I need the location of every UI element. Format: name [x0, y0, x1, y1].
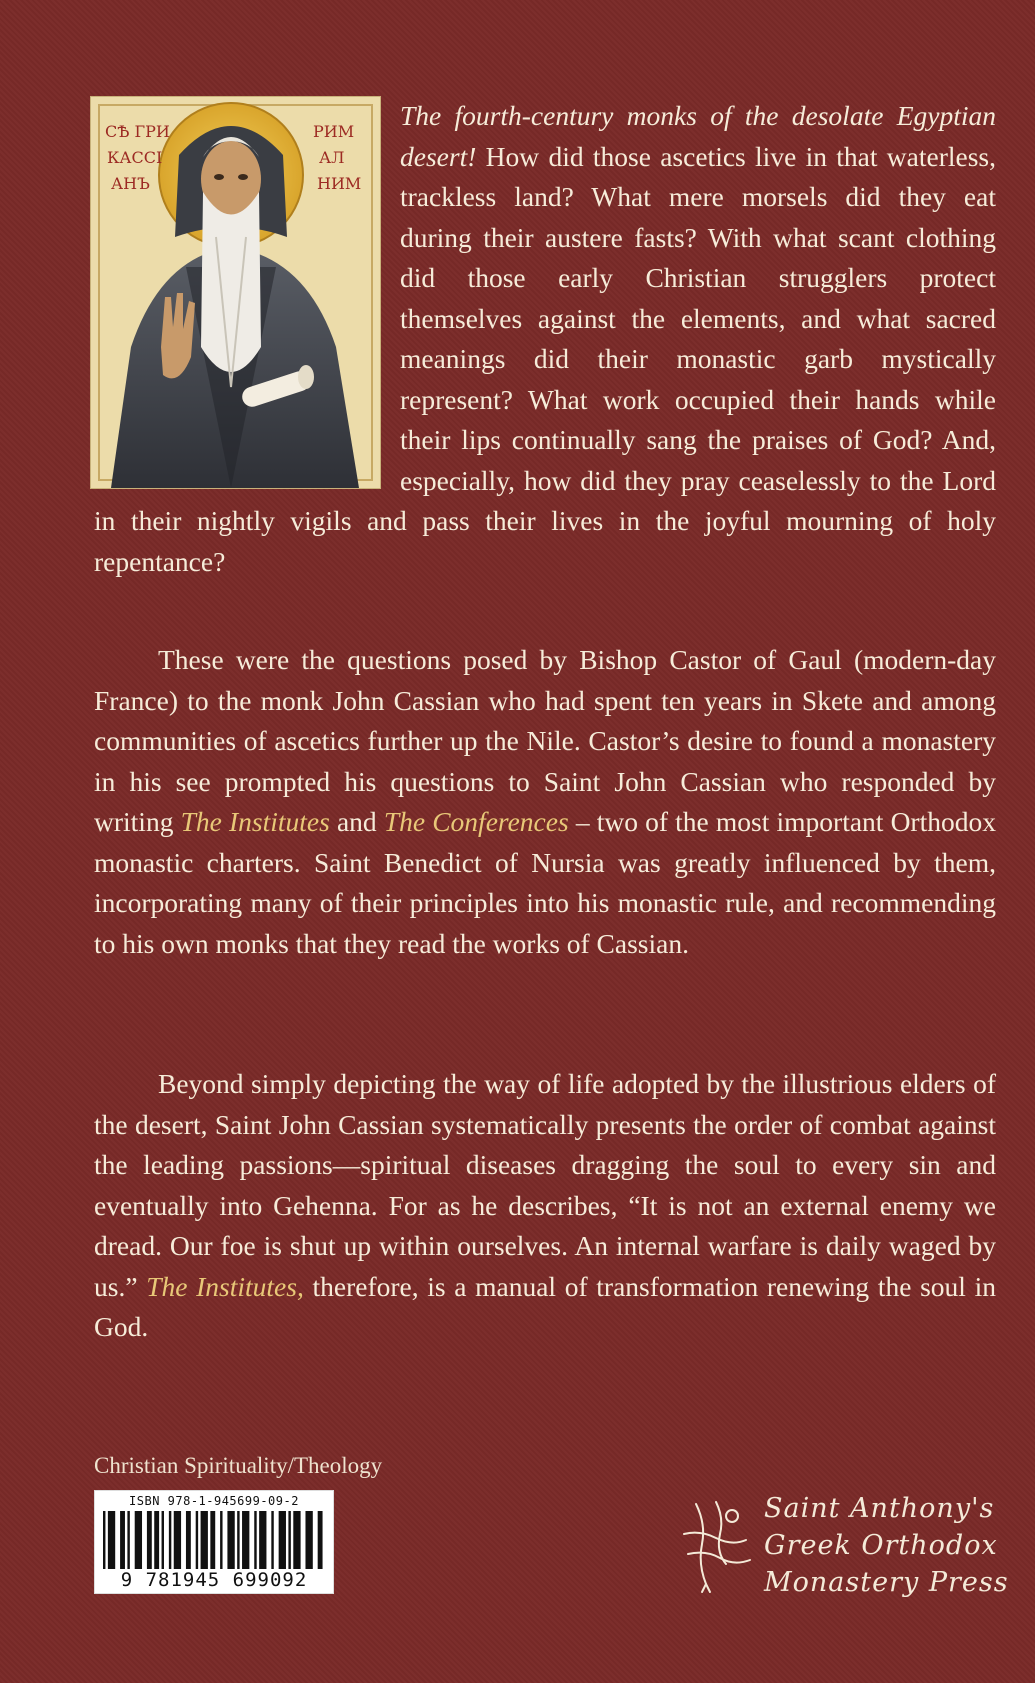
title-the-institutes: The Institutes	[180, 806, 330, 837]
paragraph-2-text-b: – two of the most important Orthodox monastic charters. Saint Benedict of Nursia was greatly influenced by them, incorporating many of their principles into his monastic rule, and recommending to his own monks that they read the works of Cassian.	[94, 806, 996, 959]
barcode-bar	[174, 1511, 181, 1569]
paragraph-2-text-a: These were the questions posed by Bishop Castor of Gaul (modern-day France) to the monk John Cassian who had spent ten years in Skete and among communities of ascetics further up the Nile. Castor’s desire to found a monastery in his see prompted his questions to Saint John Cassian who responded by writing	[94, 644, 996, 837]
publisher-line-1: Saint Anthony's	[764, 1493, 995, 1524]
paragraph-1	[94, 96, 996, 582]
barcode-bar	[237, 1511, 239, 1569]
barcode-bar	[288, 1511, 290, 1569]
icon-inscription-left-1: СѢ ГРИ	[105, 122, 170, 141]
barcode-bar	[271, 1511, 273, 1569]
paragraph-3-text-a: Beyond simply depicting the way of life adopted by the illustrious elders of the desert, Saint John Cassian systematically presents the order of combat against the leading passions—spiritual diseases dragging the soul to every sin and eventually into Gehenna. For as he describes, “It is not an external enemy we dread. Our foe is shut up within ourselves. An internal warfare is daily waged by us.”	[94, 1068, 996, 1302]
barcode-bar	[293, 1511, 300, 1569]
barcode-bar	[254, 1511, 256, 1569]
barcode-bar	[220, 1511, 222, 1569]
barcode-bar	[242, 1511, 249, 1569]
paragraph-2	[94, 640, 996, 964]
barcode-bar	[318, 1511, 323, 1569]
paragraph-1-body: How did those ascetics live in that waterless, trackless land? What mere morsels did they eat during their austere fasts? With what scant clothing did those early Christian strugglers protect themselves against the elements, and what sacred meanings did their monastic garb mystically represent? What work occupied their hands while their lips continually sang the praises of God? And, especially, how did they pray ceaselessly to the Lord in their nightly vigils and pass their lives in the joyful mourning of holy repentance?	[94, 140, 996, 577]
barcode-bars	[103, 1511, 325, 1569]
barcode-bar	[196, 1511, 198, 1569]
barcode-bar	[154, 1511, 159, 1569]
icon-inscription-right-3: НИМ	[317, 174, 362, 193]
icon-inscription-left-2: КАССІ	[107, 148, 163, 167]
publisher-mark	[676, 1490, 1009, 1600]
barcode-bar	[127, 1511, 129, 1569]
publisher-logo-icon	[676, 1494, 760, 1594]
category-label: Christian Spirituality/Theology	[94, 1453, 383, 1478]
publisher-line-2: Greek Orthodox	[764, 1530, 998, 1561]
paragraph-3	[94, 1064, 996, 1348]
paragraph-1-lead: The fourth-century monks of the desolate Egyptian desert!	[400, 100, 996, 172]
isbn-label: ISBN 978-1-945699-09-2	[129, 1494, 299, 1508]
publisher-line-3: Monastery Press	[764, 1567, 1009, 1598]
isbn-barcode	[94, 1490, 334, 1594]
barcode-bar	[108, 1511, 115, 1569]
barcode-bar	[279, 1511, 286, 1569]
barcode-bar	[135, 1511, 142, 1569]
barcode-bar	[169, 1511, 171, 1569]
paragraph-3-text-b: therefore, is a manual of transformation renewing the soul in God.	[94, 1270, 996, 1342]
barcode-bar	[305, 1511, 312, 1569]
paragraph-2-and: and	[329, 806, 384, 837]
barcode-bar	[162, 1511, 164, 1569]
barcode-bar	[201, 1511, 208, 1569]
barcode-bar	[210, 1511, 215, 1569]
barcode-bar	[186, 1511, 191, 1569]
barcode-bar	[147, 1511, 152, 1569]
title-the-institutes-2: The Institutes,	[146, 1270, 304, 1302]
barcode-bar	[259, 1511, 266, 1569]
barcode-bar	[120, 1511, 125, 1569]
barcode-bar	[227, 1511, 234, 1569]
icon-inscription-right-2: АЛ	[319, 148, 345, 167]
title-the-conferences: The Conferences	[383, 806, 569, 837]
icon-inscription-right-1: РИМ	[313, 122, 355, 141]
icon-inscription-left-3: АНЪ	[111, 174, 150, 193]
barcode-bar	[103, 1511, 105, 1569]
barcode-digits: 9 781945 699092	[120, 1569, 308, 1591]
